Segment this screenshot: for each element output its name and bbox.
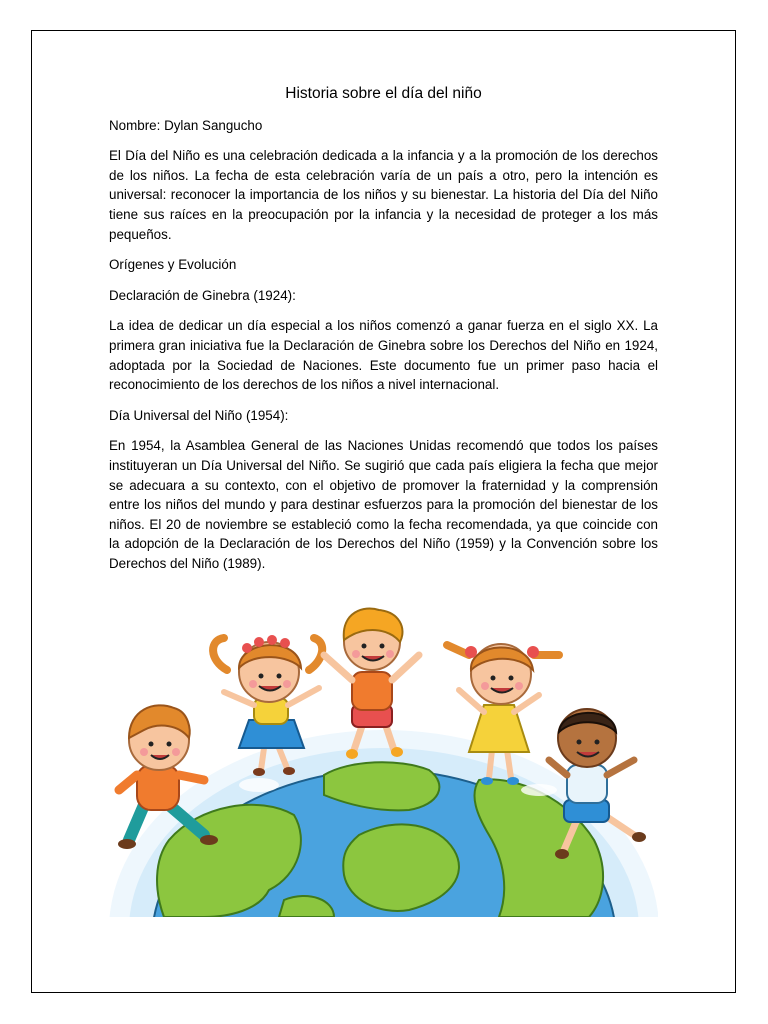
paragraph-intro: El Día del Niño es una celebración dedicada a la infancia y a la promoción de los derechos de los niños. La fecha de esta celebración varía de un país a otro, pero la intención es universal: reconocer la importancia de los niños y su bienestar. La historia del Día del Niño tiene sus raíces en la preocupación por la infancia y la necesidad de proteger a los más pequeños. — [109, 148, 658, 242]
subheading-universal-day: Día Universal del Niño (1954): — [109, 407, 289, 423]
author-line: Nombre: Dylan Sangucho — [109, 117, 263, 133]
cloud — [239, 778, 279, 792]
document-title: Historia sobre el día del niño — [285, 85, 482, 102]
paragraph-universal-day: En 1954, la Asamblea General de las Naciones Unidas recomendó que todos los países instituyeran un Día Universal del Niño. Se sugirió que cada país eligiera la fecha que mejor se adecuara a su contexto, con el objetivo de promover la fraternidad y la comprensión entre los niños del mundo y para destinar esfuerzos para la promoción del bienestar de los niños. El 20 de noviembre se estableció como la fecha recomendada, ya que coincide con la adopción de la Declaración de los Derechos del Niño (1959) y la Convención sobre los Derechos del Niño (1989). — [109, 438, 658, 571]
section-heading-origins: Orígenes y Evolución — [109, 257, 237, 273]
document-body — [109, 84, 658, 584]
paragraph-geneva: La idea de dedicar un día especial a los niños comenzó a ganar fuerza en el siglo XX. La primera gran iniciativa fue la Declaración de Ginebra sobre los Derechos del Niño en 1924, adoptada por la Sociedad de Naciones. Este documento fue un primer paso hacia el reconocimiento de los derechos de los niños a nivel internacional. — [109, 318, 658, 393]
subheading-geneva: Declaración de Ginebra (1924): — [109, 287, 296, 303]
children-on-globe-illustration — [109, 600, 658, 917]
cloud — [521, 784, 557, 796]
